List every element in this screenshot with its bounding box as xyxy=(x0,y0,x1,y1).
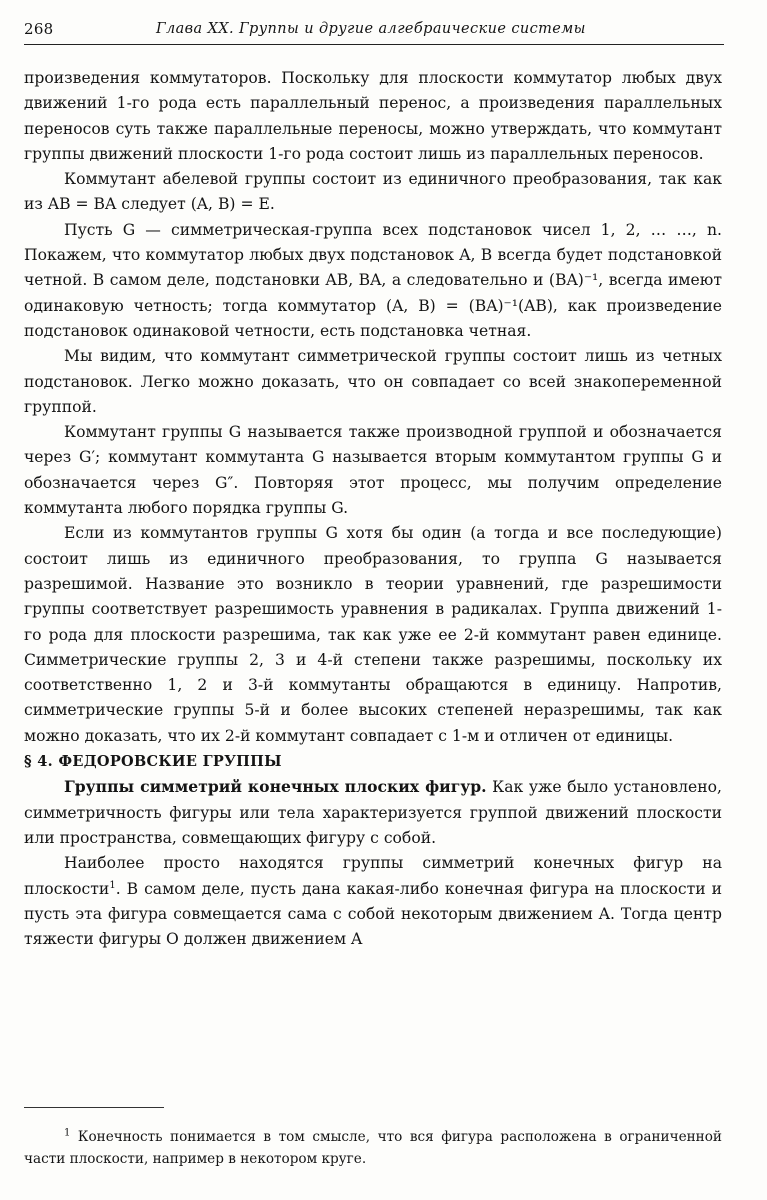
page-number: 268 xyxy=(24,20,54,38)
paragraph: Пусть G — симметрическая-группа всех подстановок чисел 1, 2, … …, n. Покажем, что коммутатор любых двух подстановок A, B всегда будет подстановкой четной. В самом деле, подстановки AB, BA, а следовательно и (BA)⁻¹, всегда имеют одинаковую четность; тогда коммутатор (A, B) = (BA)⁻¹(AB), как произведение подстановок одинаковой четности, есть подстановка четная. xyxy=(24,220,722,340)
paragraph xyxy=(24,774,722,851)
page-header xyxy=(24,16,724,45)
main-text xyxy=(24,66,722,952)
footnote-marker: 1 xyxy=(109,879,116,891)
paragraph: Коммутант абелевой группы состоит из единичного преобразования, так как из AB = BA следует (A, B) = E. xyxy=(24,170,722,214)
footnote-number: 1 xyxy=(64,1127,71,1139)
paragraph-text: . В самом деле, пусть дана какая-либо конечная фигура на плоскости и пусть эта фигура совмещается сама с собой некоторым движением A. Тогда центр тяжести фигуры O должен движением A xyxy=(24,879,722,949)
paragraph: Если из коммутантов группы G хотя бы один (а тогда и все последующие) состоит лишь из единичного преобразования, то группа G называется разрешимой. Название это возникло в теории уравнений, где разрешимости группы соответствует разрешимость уравнения в радикалах. Группа движений 1-го рода для плоскости разрешима, так как уже ее 2-й коммутант равен единице. Симметрические группы 2, 3 и 4-й степени также разрешимы, поскольку их соответственно 1, 2 и 3-й коммутанты обращаются в единицу. Напротив, симметрические группы 5-й и более высоких степеней неразрешимы, так как можно доказать, что их 2-й коммутант совпадает с 1-м и отличен от единицы. xyxy=(24,524,722,745)
paragraph xyxy=(24,851,722,952)
paragraph: произведения коммутаторов. Поскольку для плоскости коммутатор любых двух движений 1-го рода есть параллельный перенос, а произведения параллельных переносов суть также параллельные переносы, можно утверждать, что коммутант группы движений плоскости 1-го рода состоит лишь из параллельных переносов. xyxy=(24,69,722,163)
paragraph: Мы видим, что коммутант симметрической группы состоит лишь из четных подстановок. Легко можно доказать, что он совпадает со всей знакопеременной группой. xyxy=(24,347,722,416)
paragraph-text: Как уже было установлено, симметричность фигуры или тела характеризуется группой движений плоскости или пространства, совмещающих фигуру с собой. xyxy=(24,778,723,847)
footnote-divider xyxy=(24,1107,164,1108)
paragraph: Коммутант группы G называется также производной группой и обозначается через G′; коммутант коммутанта G называется вторым коммутантом группы G и обозначается через G″. Повторяя этот процесс, мы получим определение коммутанта любого порядка группы G. xyxy=(24,423,722,518)
section-heading: § 4. ФЕДОРОВСКИЕ ГРУППЫ xyxy=(24,753,282,771)
bold-lead-in: Группы симметрий конечных плоских фигур. xyxy=(64,777,487,797)
paragraph-text: Наиболее просто находятся группы симметрий конечных фигур на плоскости xyxy=(24,854,722,898)
footnote xyxy=(24,1126,722,1170)
running-head: Глава XX. Группы и другие алгебраические системы xyxy=(156,21,586,37)
footnote-text: Конечность понимается в том смысле, что вся фигура расположена в ограниченной части плоскости, например в некотором круге. xyxy=(24,1128,722,1167)
